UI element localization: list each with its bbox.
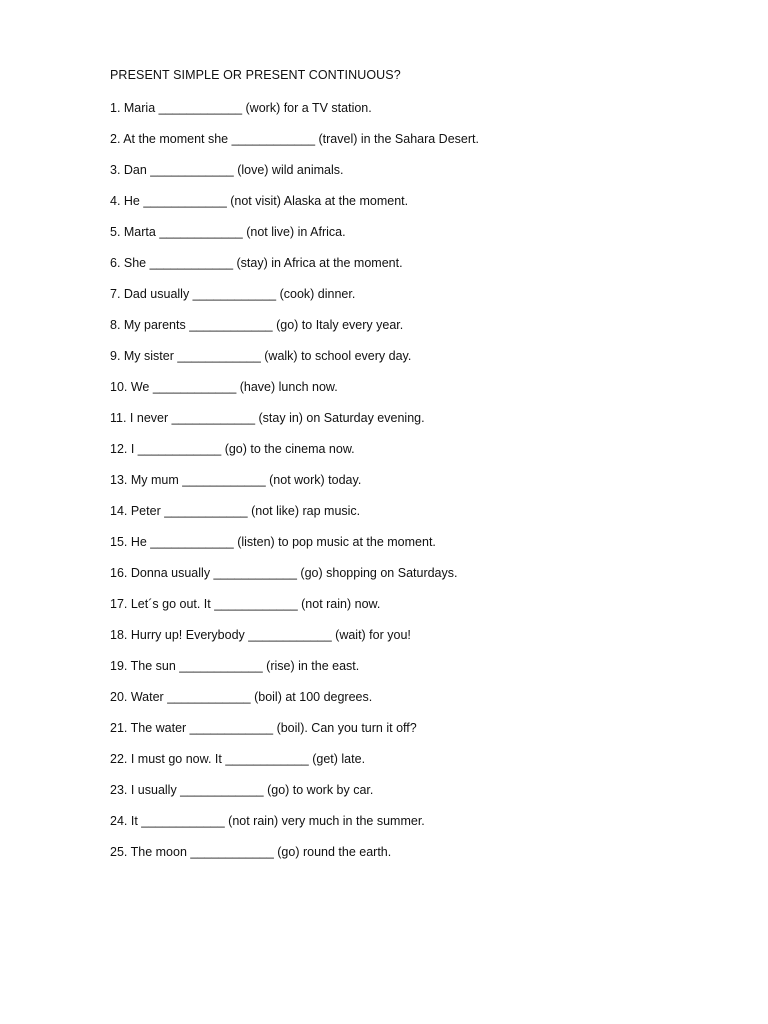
exercise-item-5: 5. Marta ____________ (not live) in Africa.: [110, 225, 346, 239]
exercise-item-20: 20. Water ____________ (boil) at 100 degrees.: [110, 690, 373, 704]
exercise-item-6: 6. She ____________ (stay) in Africa at the moment.: [110, 256, 403, 270]
exercise-item-4: 4. He ____________ (not visit) Alaska at the moment.: [110, 194, 409, 208]
exercise-item-18: 18. Hurry up! Everybody ____________ (wait) for you!: [110, 628, 411, 642]
worksheet-title: PRESENT SIMPLE OR PRESENT CONTINUOUS?: [110, 68, 401, 82]
exercise-item-14: 14. Peter ____________ (not like) rap music.: [110, 504, 361, 518]
exercise-item-15: 15. He ____________ (listen) to pop music at the moment.: [110, 535, 436, 549]
exercise-item-19: 19. The sun ____________ (rise) in the east.: [110, 659, 360, 673]
exercise-item-3: 3. Dan ____________ (love) wild animals.: [110, 163, 344, 177]
exercise-item-17: 17. Let´s go out. It ____________ (not rain) now.: [110, 597, 381, 611]
exercise-item-1: 1. Maria ____________ (work) for a TV station.: [110, 101, 372, 115]
exercise-item-13: 13. My mum ____________ (not work) today.: [110, 473, 362, 487]
exercise-item-24: 24. It ____________ (not rain) very much in the summer.: [110, 814, 425, 828]
exercise-item-11: 11. I never ____________ (stay in) on Saturday evening.: [110, 411, 425, 425]
exercise-item-16: 16. Donna usually ____________ (go) shopping on Saturdays.: [110, 566, 458, 580]
exercise-item-7: 7. Dad usually ____________ (cook) dinner.: [110, 287, 356, 301]
exercise-item-9: 9. My sister ____________ (walk) to school every day.: [110, 349, 412, 363]
exercise-list: [110, 99, 479, 874]
exercise-item-23: 23. I usually ____________ (go) to work by car.: [110, 783, 374, 797]
exercise-item-21: 21. The water ____________ (boil). Can you turn it off?: [110, 721, 417, 735]
exercise-item-10: 10. We ____________ (have) lunch now.: [110, 380, 338, 394]
exercise-item-12: 12. I ____________ (go) to the cinema now.: [110, 442, 355, 456]
exercise-item-22: 22. I must go now. It ____________ (get) late.: [110, 752, 366, 766]
exercise-item-2: 2. At the moment she ____________ (travel) in the Sahara Desert.: [110, 132, 479, 146]
exercise-item-25: 25. The moon ____________ (go) round the earth.: [110, 845, 392, 859]
exercise-item-8: 8. My parents ____________ (go) to Italy every year.: [110, 318, 404, 332]
